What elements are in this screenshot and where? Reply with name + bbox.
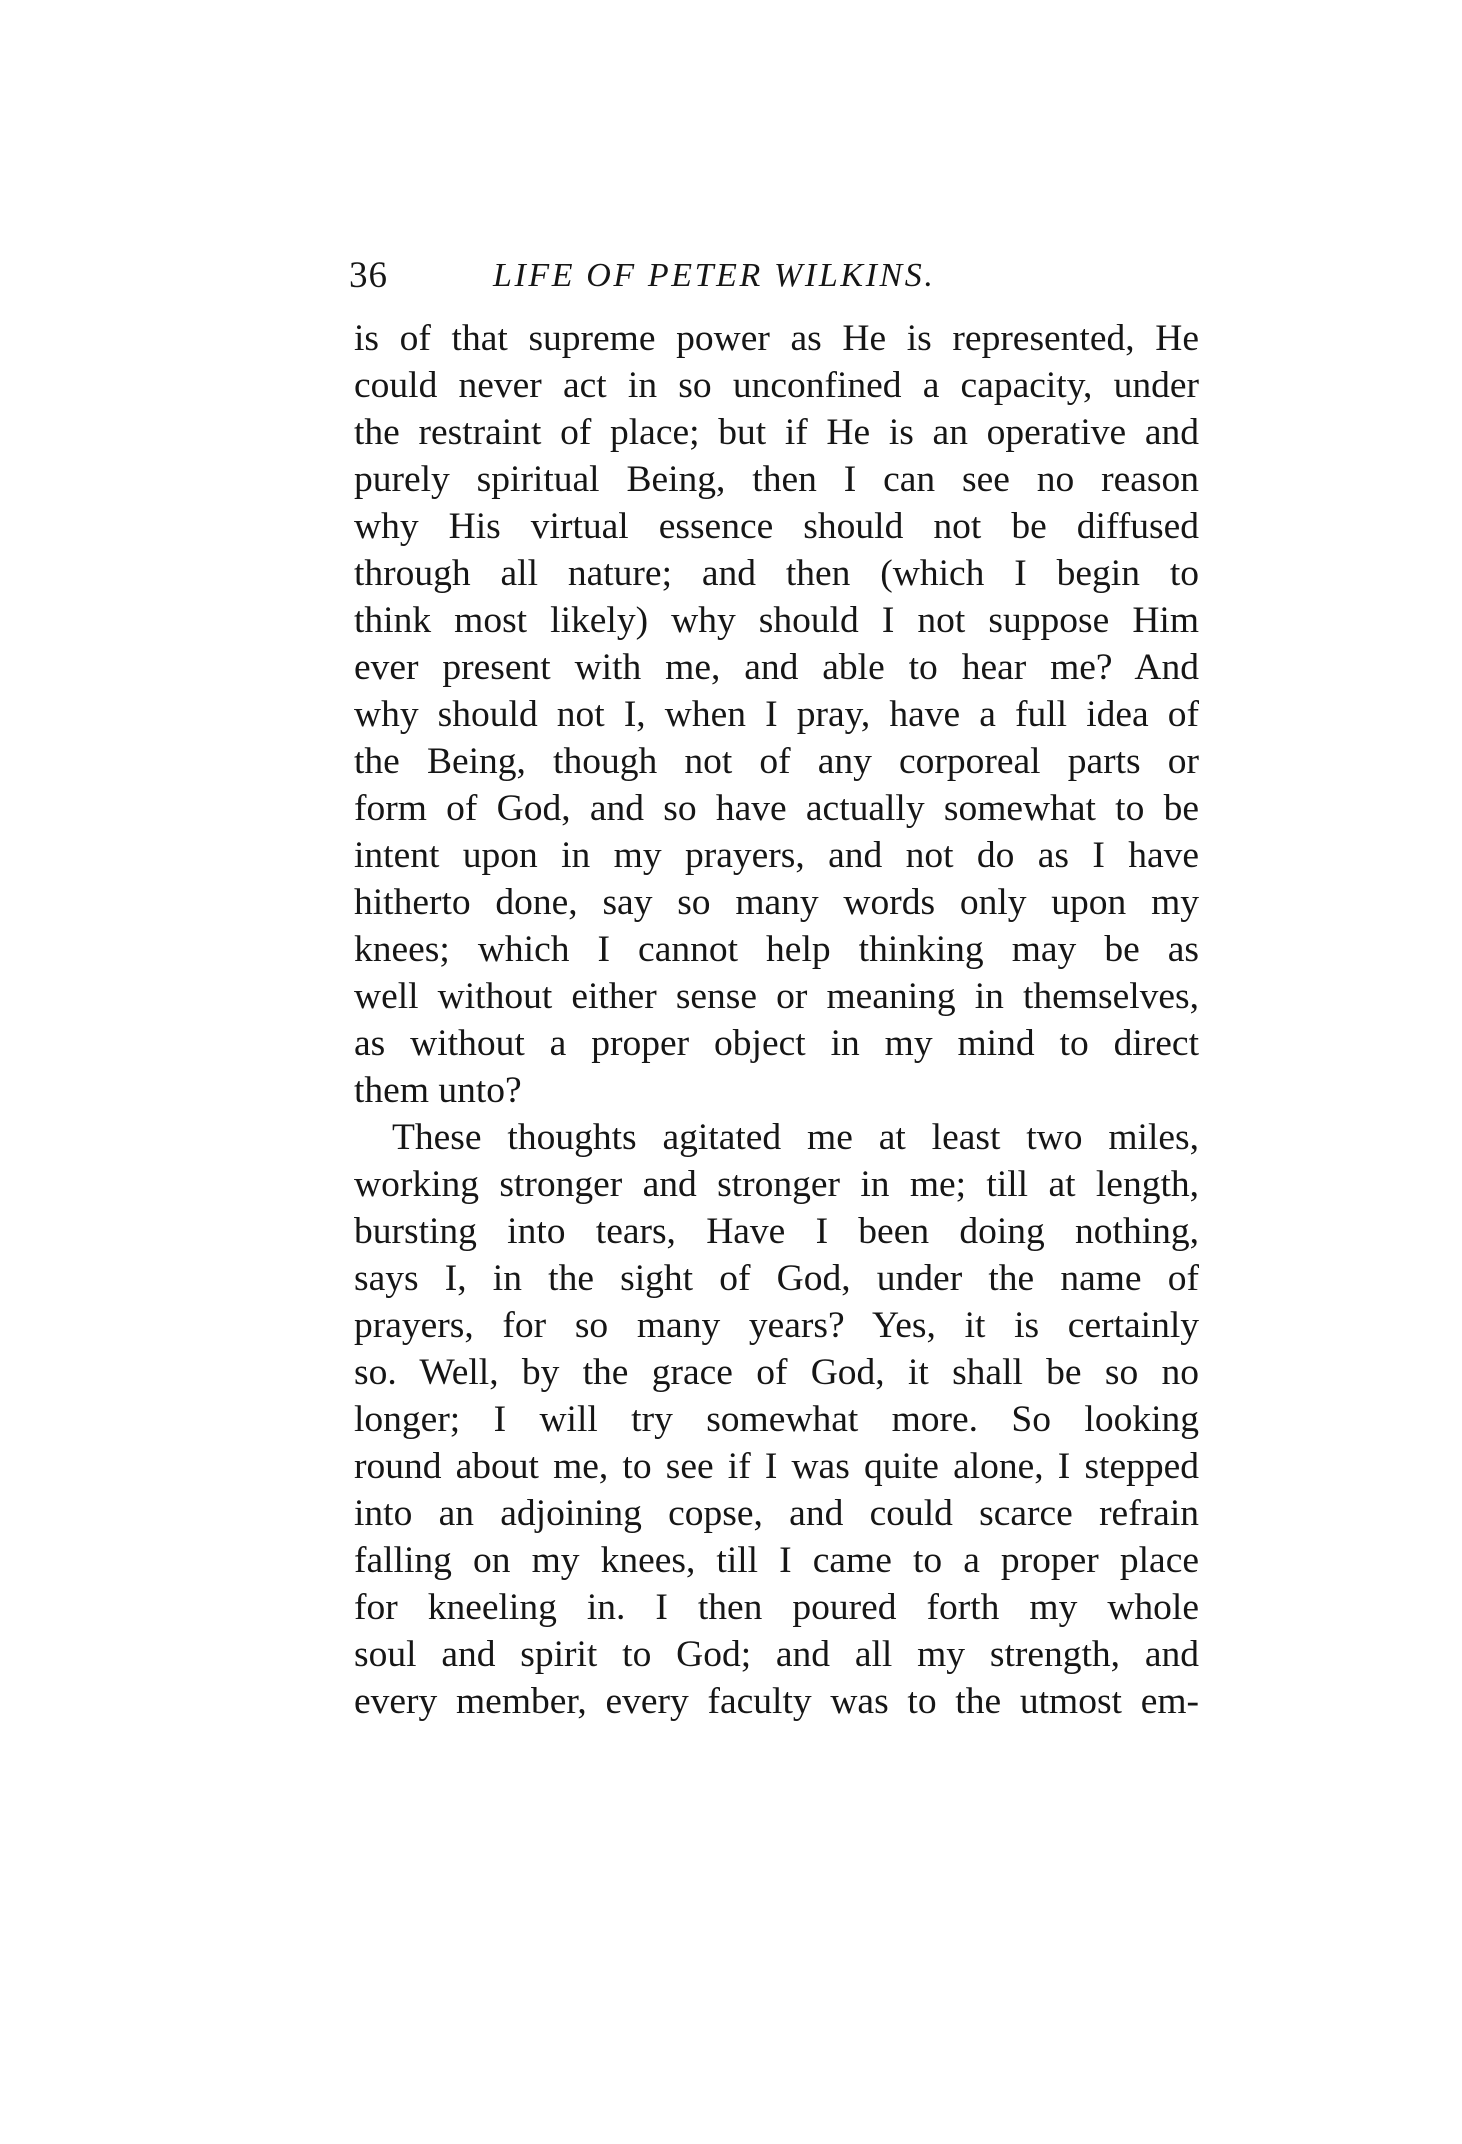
text-line: purely spiritual Being, then I can see no reason bbox=[354, 459, 1199, 500]
text-line: knees; which I cannot help thinking may be as bbox=[354, 929, 1199, 970]
text-line: well without either sense or meaning in themselves, bbox=[354, 976, 1199, 1017]
text-line: into an adjoining copse, and could scarce refrain bbox=[354, 1493, 1199, 1534]
text-line: round about me, to see if I was quite alone, I stepped bbox=[354, 1446, 1199, 1487]
text-line: falling on my knees, till I came to a proper place bbox=[354, 1540, 1199, 1581]
text-line: for kneeling in. I then poured forth my whole bbox=[354, 1587, 1199, 1628]
text-line: why should not I, when I pray, have a full idea of bbox=[354, 694, 1199, 735]
text-line: prayers, for so many years? Yes, it is certainly bbox=[354, 1305, 1199, 1346]
page-number: 36 bbox=[349, 255, 388, 296]
text-line: could never act in so unconfined a capacity, under bbox=[354, 365, 1199, 406]
text-line: says I, in the sight of God, under the name of bbox=[354, 1258, 1199, 1299]
text-line: is of that supreme power as He is represented, He bbox=[354, 318, 1199, 359]
paragraph-2 bbox=[354, 1114, 1199, 1725]
text-line: why His virtual essence should not be diffused bbox=[354, 506, 1199, 547]
running-head bbox=[349, 252, 1199, 300]
text-line: every member, every faculty was to the utmost em- bbox=[354, 1681, 1199, 1722]
text-line: bursting into tears, Have I been doing nothing, bbox=[354, 1211, 1199, 1252]
text-line: working stronger and stronger in me; till at length, bbox=[354, 1164, 1199, 1205]
text-line: ever present with me, and able to hear me? And bbox=[354, 647, 1199, 688]
text-line: so. Well, by the grace of God, it shall be so no bbox=[354, 1352, 1199, 1393]
text-line: think most likely) why should I not suppose Him bbox=[354, 600, 1199, 641]
text-line: the Being, though not of any corporeal parts or bbox=[354, 741, 1199, 782]
running-title: LIFE OF PETER WILKINS. bbox=[493, 257, 936, 294]
text-line: as without a proper object in my mind to direct bbox=[354, 1023, 1199, 1064]
text-line: form of God, and so have actually somewhat to be bbox=[354, 788, 1199, 829]
text-line: These thoughts agitated me at least two miles, bbox=[392, 1117, 1199, 1158]
text-line: them unto? bbox=[354, 1070, 522, 1111]
text-line: hitherto done, say so many words only upon my bbox=[354, 882, 1199, 923]
text-line: longer; I will try somewhat more. So looking bbox=[354, 1399, 1199, 1440]
body-text bbox=[354, 315, 1199, 1725]
text-line: intent upon in my prayers, and not do as I have bbox=[354, 835, 1199, 876]
paragraph-1 bbox=[354, 315, 1199, 1114]
text-line: soul and spirit to God; and all my strength, and bbox=[354, 1634, 1199, 1675]
text-line: through all nature; and then (which I begin to bbox=[354, 553, 1199, 594]
text-line: the restraint of place; but if He is an operative and bbox=[354, 412, 1199, 453]
